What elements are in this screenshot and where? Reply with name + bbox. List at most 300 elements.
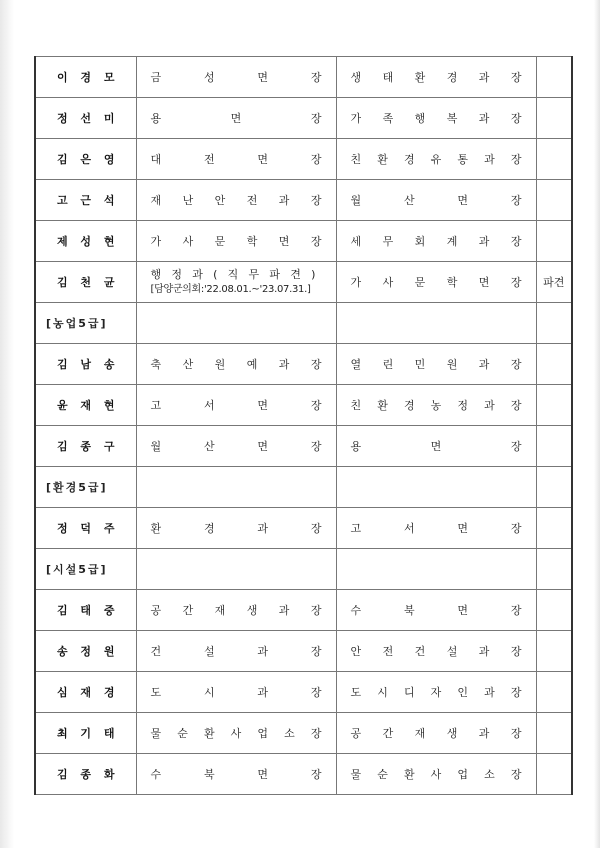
glyph: 면 xyxy=(278,235,290,248)
glyph: 공 xyxy=(350,727,362,740)
glyph: 민 xyxy=(414,358,426,371)
employee-name-text xyxy=(36,69,136,85)
glyph: 경 xyxy=(103,686,115,699)
glyph: 환 xyxy=(377,399,388,412)
glyph: 장 xyxy=(310,112,322,125)
new-position xyxy=(336,344,536,385)
table-row xyxy=(35,754,572,795)
glyph: 산 xyxy=(203,440,215,453)
remarks xyxy=(536,221,572,262)
glyph: 기 xyxy=(80,727,92,740)
glyph: 환 xyxy=(150,522,162,535)
glyph: 이 xyxy=(57,71,68,84)
new-position-text xyxy=(337,233,536,249)
glyph: 화 xyxy=(103,768,115,781)
employee-name-text xyxy=(36,438,136,454)
employee-name-text xyxy=(36,397,136,413)
remarks xyxy=(536,98,572,139)
glyph: 환 xyxy=(377,153,388,166)
glyph: 전 xyxy=(382,645,394,658)
glyph: 과 xyxy=(478,112,490,125)
glyph: 파 xyxy=(269,268,281,281)
empty-cell xyxy=(136,303,336,344)
table-row xyxy=(35,508,572,549)
glyph: 송 xyxy=(57,645,68,658)
glyph: 환 xyxy=(403,768,415,781)
glyph: 미 xyxy=(103,112,115,125)
glyph: 경 xyxy=(403,399,415,412)
previous-position xyxy=(136,672,336,713)
glyph: 근 xyxy=(80,194,92,207)
glyph: 가 xyxy=(350,276,362,289)
glyph: 예 xyxy=(246,358,258,371)
glyph: 건 xyxy=(414,645,426,658)
table-row xyxy=(35,98,572,139)
employee-name xyxy=(35,57,136,98)
new-position-text xyxy=(337,274,536,290)
glyph: 윤 xyxy=(57,399,68,412)
glyph: 족 xyxy=(382,112,394,125)
glyph: 인 xyxy=(457,686,469,699)
glyph: 장 xyxy=(510,276,522,289)
previous-position xyxy=(136,426,336,467)
glyph: 송 xyxy=(103,358,115,371)
previous-position-text xyxy=(137,725,336,741)
previous-position-text xyxy=(137,684,336,700)
new-position xyxy=(336,631,536,672)
table-row xyxy=(35,590,572,631)
employee-name-text xyxy=(36,192,136,208)
glyph: 환 xyxy=(414,71,426,84)
glyph: 현 xyxy=(103,399,115,412)
remarks xyxy=(536,508,572,549)
glyph: 수 xyxy=(350,604,362,617)
glyph: 가 xyxy=(350,112,362,125)
glyph: 순 xyxy=(377,768,388,781)
glyph: 중 xyxy=(103,604,115,617)
glyph: 정 xyxy=(171,268,183,281)
glyph: 과 xyxy=(484,399,495,412)
new-position-text xyxy=(337,151,536,167)
glyph: 고 xyxy=(350,522,362,535)
table-row xyxy=(35,262,572,303)
glyph: 계 xyxy=(446,235,458,248)
glyph: 시 xyxy=(203,686,215,699)
glyph: 태 xyxy=(103,727,115,740)
glyph: 균 xyxy=(103,276,115,289)
employee-name-text xyxy=(36,110,136,126)
glyph: 장 xyxy=(510,686,522,699)
glyph: 복 xyxy=(446,112,458,125)
table-row xyxy=(35,344,572,385)
employee-name xyxy=(35,426,136,467)
empty-cell xyxy=(336,467,536,508)
category-row xyxy=(35,303,572,344)
new-position xyxy=(336,754,536,795)
glyph: 시 xyxy=(377,686,388,699)
glyph: 과 xyxy=(484,153,495,166)
new-position-text xyxy=(337,438,536,454)
employee-name xyxy=(35,385,136,426)
remarks xyxy=(536,139,572,180)
glyph: 장 xyxy=(310,522,322,535)
empty-cell xyxy=(136,549,336,590)
glyph: 견 xyxy=(290,268,301,281)
glyph: 장 xyxy=(510,604,522,617)
glyph: 장 xyxy=(310,604,322,617)
glyph: 문 xyxy=(414,276,426,289)
remarks xyxy=(536,713,572,754)
new-position xyxy=(336,262,536,303)
glyph: 주 xyxy=(103,522,115,535)
glyph: 과 xyxy=(478,71,490,84)
new-position xyxy=(336,98,536,139)
previous-position xyxy=(136,590,336,631)
glyph: 장 xyxy=(510,153,522,166)
employee-name xyxy=(35,139,136,180)
glyph: 과 xyxy=(478,358,490,371)
glyph: 과 xyxy=(478,235,490,248)
new-position xyxy=(336,221,536,262)
glyph: 김 xyxy=(57,604,68,617)
previous-position-text xyxy=(137,69,336,85)
glyph: 대 xyxy=(150,153,162,166)
glyph: 북 xyxy=(203,768,215,781)
glyph: 산 xyxy=(182,358,194,371)
glyph: 고 xyxy=(150,399,162,412)
glyph: 서 xyxy=(403,522,415,535)
employee-name-text xyxy=(36,356,136,372)
glyph: 순 xyxy=(177,727,188,740)
glyph: 설 xyxy=(203,645,215,658)
glyph: 장 xyxy=(310,399,322,412)
employee-name xyxy=(35,590,136,631)
previous-position xyxy=(136,98,336,139)
glyph: 용 xyxy=(150,112,162,125)
remarks xyxy=(536,590,572,631)
glyph: 사 xyxy=(182,235,194,248)
glyph: 장 xyxy=(510,71,522,84)
glyph: 생 xyxy=(446,727,458,740)
glyph: 면 xyxy=(457,522,469,535)
glyph: 장 xyxy=(310,358,322,371)
remarks xyxy=(536,385,572,426)
glyph: 디 xyxy=(403,686,415,699)
new-position xyxy=(336,713,536,754)
glyph: 설 xyxy=(446,645,458,658)
table-row xyxy=(35,426,572,467)
glyph: 도 xyxy=(350,686,362,699)
glyph: 김 xyxy=(57,768,68,781)
glyph: 서 xyxy=(203,399,215,412)
glyph: 장 xyxy=(510,768,522,781)
employee-name-text xyxy=(36,725,136,741)
empty-cell xyxy=(536,467,572,508)
glyph: 과 xyxy=(192,268,203,281)
glyph: 공 xyxy=(150,604,162,617)
glyph: 전 xyxy=(203,153,215,166)
previous-position xyxy=(136,344,336,385)
glyph: 난 xyxy=(182,194,194,207)
employee-name xyxy=(35,344,136,385)
new-position-text xyxy=(337,397,536,413)
new-position xyxy=(336,508,536,549)
employee-name xyxy=(35,754,136,795)
remarks xyxy=(536,57,572,98)
new-position-text xyxy=(337,725,536,741)
previous-position xyxy=(136,713,336,754)
glyph: 월 xyxy=(350,194,362,207)
previous-position xyxy=(136,262,336,303)
empty-cell xyxy=(336,549,536,590)
glyph: 장 xyxy=(310,194,322,207)
empty-cell xyxy=(536,303,572,344)
remarks: 파견 xyxy=(536,262,572,303)
glyph: 통 xyxy=(457,153,469,166)
glyph: 학 xyxy=(246,235,258,248)
remarks xyxy=(536,754,572,795)
personnel-table xyxy=(34,56,573,795)
glyph: 종 xyxy=(80,768,92,781)
glyph: 천 xyxy=(80,276,92,289)
glyph: 제 xyxy=(57,235,68,248)
glyph: 과 xyxy=(278,604,290,617)
glyph: 면 xyxy=(457,194,469,207)
glyph: 간 xyxy=(182,604,194,617)
glyph: 선 xyxy=(80,112,92,125)
glyph: 과 xyxy=(478,645,490,658)
glyph: 정 xyxy=(457,399,469,412)
glyph: 건 xyxy=(150,645,162,658)
new-position-text xyxy=(337,356,536,372)
employee-name xyxy=(35,508,136,549)
glyph: 문 xyxy=(214,235,226,248)
glyph: 원 xyxy=(103,645,115,658)
employee-name-text xyxy=(36,151,136,167)
glyph: 장 xyxy=(510,235,522,248)
previous-position xyxy=(136,57,336,98)
glyph: 물 xyxy=(350,768,362,781)
glyph: 과 xyxy=(257,522,269,535)
glyph: 김 xyxy=(57,276,68,289)
remarks xyxy=(536,180,572,221)
glyph: 장 xyxy=(510,645,522,658)
glyph: 장 xyxy=(510,358,522,371)
glyph: 석 xyxy=(103,194,115,207)
previous-position-text xyxy=(137,520,336,536)
empty-cell xyxy=(136,467,336,508)
glyph: 재 xyxy=(80,399,92,412)
glyph: 정 xyxy=(57,112,68,125)
previous-position xyxy=(136,139,336,180)
glyph: 김 xyxy=(57,440,68,453)
glyph: 장 xyxy=(310,235,322,248)
glyph: 장 xyxy=(510,399,522,412)
glyph: 장 xyxy=(310,768,322,781)
previous-position-text xyxy=(137,192,336,208)
new-position-text xyxy=(337,110,536,126)
glyph: 태 xyxy=(80,604,92,617)
glyph: 안 xyxy=(350,645,362,658)
glyph: 장 xyxy=(510,522,522,535)
previous-position xyxy=(136,754,336,795)
glyph: 축 xyxy=(150,358,162,371)
glyph: 가 xyxy=(150,235,162,248)
glyph: 면 xyxy=(257,153,269,166)
table-row xyxy=(35,385,572,426)
glyph: 남 xyxy=(80,358,92,371)
glyph: 김 xyxy=(57,153,68,166)
glyph: 영 xyxy=(103,153,115,166)
glyph: 간 xyxy=(382,727,394,740)
glyph: 과 xyxy=(278,358,290,371)
glyph: 과 xyxy=(478,727,490,740)
employee-name xyxy=(35,631,136,672)
previous-position-text xyxy=(137,766,336,782)
glyph: 유 xyxy=(430,153,442,166)
previous-position xyxy=(136,221,336,262)
glyph: 경 xyxy=(403,153,415,166)
glyph: 세 xyxy=(350,235,362,248)
glyph: 현 xyxy=(103,235,115,248)
previous-position xyxy=(136,385,336,426)
previous-position xyxy=(136,631,336,672)
table-row xyxy=(35,221,572,262)
glyph: 재 xyxy=(214,604,226,617)
glyph: 자 xyxy=(430,686,442,699)
glyph: 용 xyxy=(350,440,362,453)
new-position xyxy=(336,180,536,221)
employee-name-text xyxy=(36,602,136,618)
category-row xyxy=(35,549,572,590)
glyph: 면 xyxy=(457,604,469,617)
glyph: 장 xyxy=(310,645,322,658)
new-position-text xyxy=(337,643,536,659)
glyph: 업 xyxy=(257,727,269,740)
glyph: 도 xyxy=(150,686,162,699)
category-row xyxy=(35,467,572,508)
glyph: 재 xyxy=(414,727,426,740)
previous-position-text xyxy=(137,602,336,618)
table-row xyxy=(35,180,572,221)
employee-name xyxy=(35,672,136,713)
remarks xyxy=(536,426,572,467)
new-position xyxy=(336,672,536,713)
previous-position-line2: [담양군의회:'22.08.01.~'23.07.31.] xyxy=(150,284,311,295)
glyph: 최 xyxy=(57,727,68,740)
glyph: 무 xyxy=(382,235,394,248)
glyph: 소 xyxy=(284,727,295,740)
previous-position-text xyxy=(137,233,336,249)
glyph: 열 xyxy=(350,358,362,371)
previous-position-text xyxy=(137,438,336,454)
employee-name xyxy=(35,98,136,139)
employee-name-text xyxy=(36,520,136,536)
glyph: 장 xyxy=(310,686,322,699)
glyph: 장 xyxy=(310,153,322,166)
glyph: 경 xyxy=(80,71,92,84)
glyph: 무 xyxy=(248,268,260,281)
page-left-edge xyxy=(0,0,14,848)
glyph: 구 xyxy=(103,440,115,453)
employee-name-text xyxy=(36,233,136,249)
glyph: 린 xyxy=(382,358,394,371)
glyph: 업 xyxy=(457,768,469,781)
glyph: 물 xyxy=(150,727,162,740)
new-position-text xyxy=(337,192,536,208)
glyph: 안 xyxy=(214,194,226,207)
glyph: 수 xyxy=(150,768,162,781)
new-position-text xyxy=(337,766,536,782)
glyph: 과 xyxy=(257,645,269,658)
glyph: 심 xyxy=(57,686,68,699)
empty-cell xyxy=(336,303,536,344)
employee-name-text xyxy=(36,766,136,782)
glyph: 면 xyxy=(257,440,269,453)
glyph: 경 xyxy=(203,522,215,535)
previous-position-text xyxy=(137,110,336,126)
table-row xyxy=(35,713,572,754)
glyph: 면 xyxy=(478,276,490,289)
previous-position-text xyxy=(137,397,336,413)
glyph: 면 xyxy=(257,399,269,412)
glyph: 경 xyxy=(446,71,458,84)
glyph: 고 xyxy=(57,194,68,207)
glyph: 성 xyxy=(80,235,92,248)
glyph: 농 xyxy=(430,399,442,412)
new-position-text xyxy=(337,520,536,536)
category-label: [환경5급] xyxy=(35,467,136,508)
glyph: 과 xyxy=(257,686,269,699)
glyph: 종 xyxy=(80,440,92,453)
glyph: 행 xyxy=(150,268,162,281)
glyph: 성 xyxy=(203,71,215,84)
glyph: 생 xyxy=(350,71,362,84)
remarks xyxy=(536,672,572,713)
new-position xyxy=(336,385,536,426)
glyph: 환 xyxy=(203,727,215,740)
glyph: 생 xyxy=(246,604,258,617)
employee-name xyxy=(35,262,136,303)
table-row xyxy=(35,631,572,672)
glyph: 김 xyxy=(57,358,68,371)
glyph: 장 xyxy=(510,440,522,453)
glyph: 산 xyxy=(403,194,415,207)
previous-position-text xyxy=(137,356,336,372)
previous-position-text xyxy=(137,151,336,167)
glyph: 친 xyxy=(350,399,362,412)
new-position-text xyxy=(337,684,536,700)
glyph: 사 xyxy=(382,276,394,289)
previous-position xyxy=(136,508,336,549)
employee-name xyxy=(35,221,136,262)
remarks xyxy=(536,344,572,385)
employee-name xyxy=(35,713,136,754)
glyph: 학 xyxy=(446,276,458,289)
previous-position-line1 xyxy=(151,267,336,282)
previous-position-text xyxy=(137,643,336,659)
glyph: 장 xyxy=(510,194,522,207)
glyph: 전 xyxy=(246,194,258,207)
glyph: 소 xyxy=(484,768,495,781)
new-position xyxy=(336,590,536,631)
glyph: 월 xyxy=(150,440,162,453)
glyph: 정 xyxy=(80,645,92,658)
glyph: 친 xyxy=(350,153,362,166)
glyph: 사 xyxy=(430,768,442,781)
new-position-text xyxy=(337,69,536,85)
glyph: 모 xyxy=(103,71,115,84)
